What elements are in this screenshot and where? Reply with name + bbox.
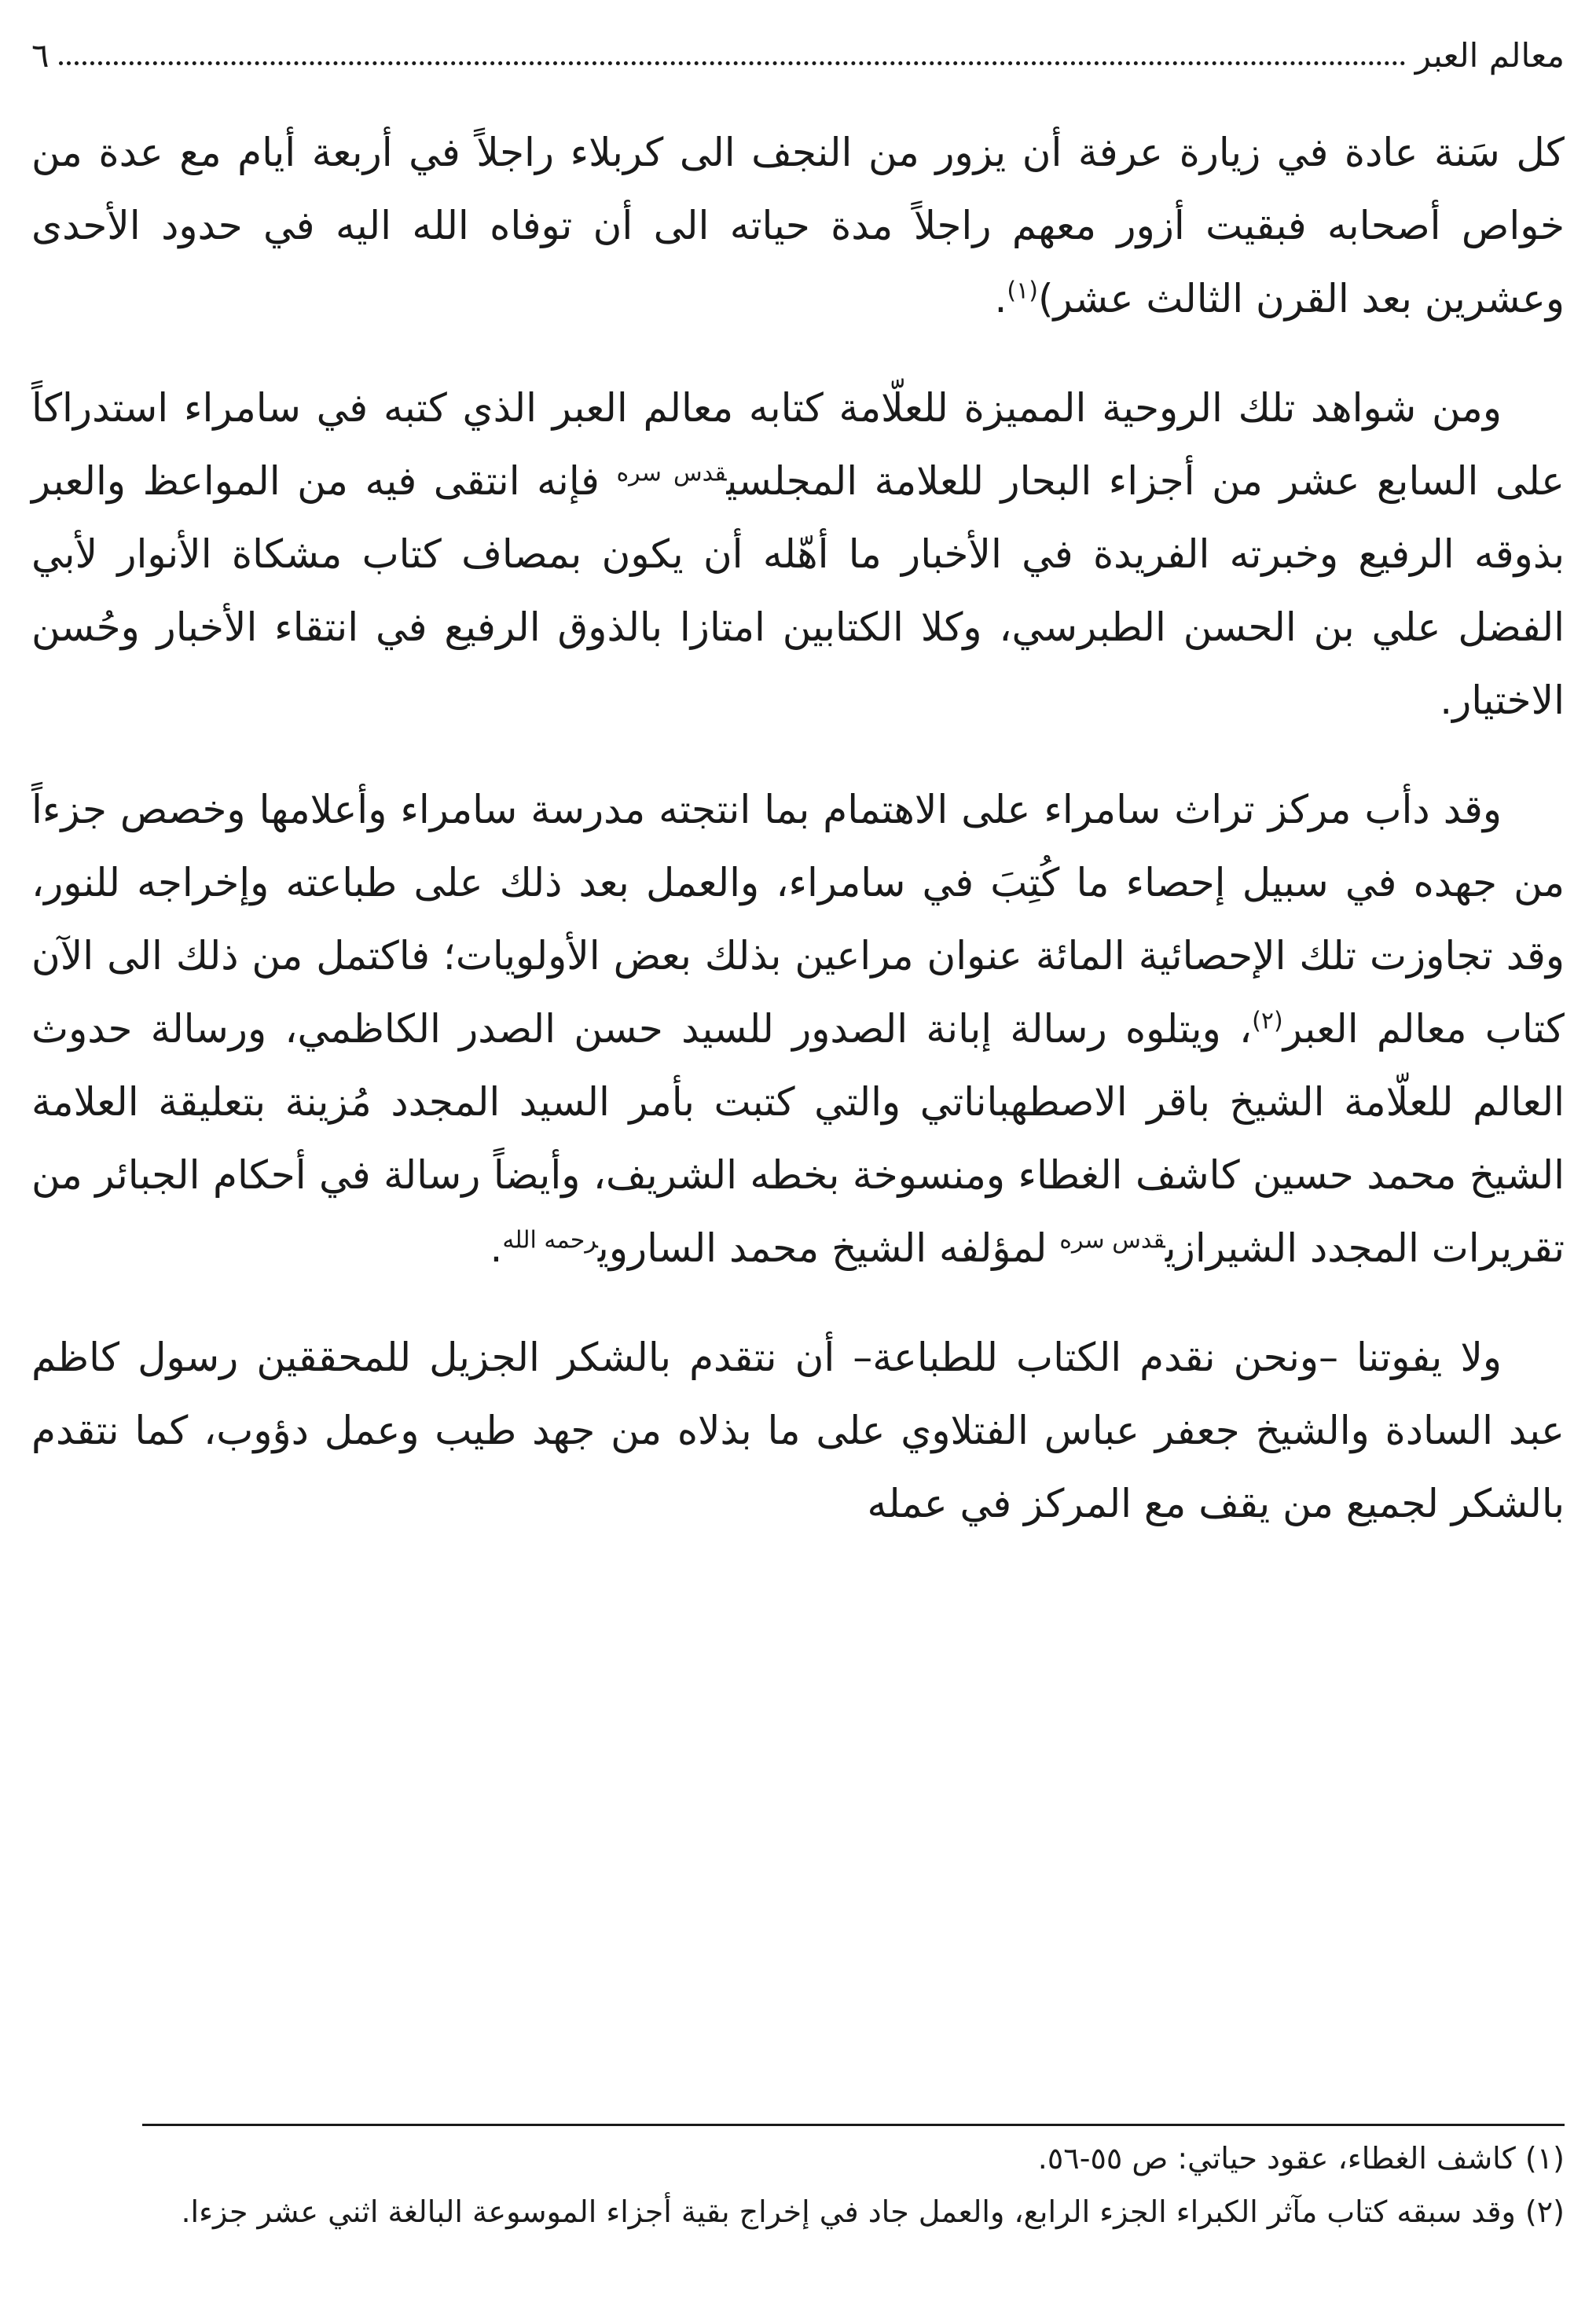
footnotes (31, 2132, 1565, 2238)
paragraph-4 (31, 1321, 1565, 1541)
paragraph-3-text-b: ، ويتلوه رسالة إبانة الصدور للسيد حسن الصدر الكاظمي، ورسالة حدوث العالم للعلّامة الشيخ باقر الاصطهباناتي والتي كتبت بأمر السيد المجدد مُزينة بتعليقة العلامة الشيخ محمد حسين كاشف الغطاء ومنسوخة بخطه الشريف، وأيضاً رسالة في أحكام الجبائر من تقريرات المجدد الشيرازي (31, 1006, 1565, 1271)
footnote-ref-1: (١) (1007, 277, 1038, 305)
footnote-2: (٢) وقد سبقه كتاب مآثر الكبراء الجزء الرابع، والعمل جاد في إخراج بقية أجزاء الموسوعة البالغة اثني عشر جزءا. (181, 2194, 1565, 2229)
footnote-separator (142, 2124, 1565, 2126)
footnote-1: (١) كاشف الغطاء، عقود حياتي: ص ٥٥-٥٦. (1037, 2141, 1565, 2176)
paragraph-1-end: . (994, 276, 1007, 321)
running-title: معالم العبر (1414, 35, 1565, 75)
honorific-mark: قدس سره (1059, 1226, 1165, 1254)
honorific-mark: رحمه الله (502, 1226, 598, 1254)
main-text (31, 116, 1565, 1541)
header-dotted-leader (59, 61, 1406, 65)
running-header (31, 31, 1565, 79)
paragraph-1-text: كل سَنة عادة في زيارة عرفة أن يزور من النجف الى كربلاء راجلاً في أربعة أيام مع عدة من خواص أصحابه فبقيت أزور معهم راجلاً مدة حياته الى أن توفاه الله اليه في حدود الأحدى وعشرين بعد القرن الثالث عشر) (31, 130, 1565, 321)
paragraph-2 (31, 372, 1565, 737)
paragraph-2-text-b: فإنه انتقى فيه من المواعظ والعبر بذوقه الرفيع وخبرته الفريدة في الأخبار ما أهّله أن يكون بمصاف كتاب مشكاة الأنوار لأبي الفضل علي بن الحسن الطبرسي، وكلا الكتابين امتازا بالذوق الرفيع في انتقاء الأخبار وحُسن الاختيار. (31, 458, 1565, 723)
footnote-ref-2: (٢) (1252, 1007, 1283, 1035)
paragraph-1 (31, 116, 1565, 336)
paragraph-3-text-c: لمؤلفه الشيخ محمد الساروي (597, 1225, 1060, 1271)
page-number: ٦ (31, 35, 50, 75)
paragraph-2-text-a: ومن شواهد تلك الروحية المميزة للعلّامة كتابه معالم العبر الذي كتبه في سامراء استدراكاً على السابع عشر من أجزاء البحار للعلامة المجلسي (31, 385, 1565, 504)
paragraph-3-end: . (490, 1225, 503, 1271)
paragraph-3 (31, 773, 1565, 1285)
paragraph-4-text: ولا يفوتنا –ونحن نقدم الكتاب للطباعة– أن نتقدم بالشكر الجزيل للمحققين رسول كاظم عبد السادة والشيخ جعفر عباس الفتلاوي على ما بذلاه من جهد طيب وعمل دؤوب، كما نتقدم بالشكر لجميع من يقف مع المركز في عمله (31, 1335, 1565, 1526)
paragraph-3-text-a: وقد دأب مركز تراث سامراء على الاهتمام بما انتجته مدرسة سامراء وأعلامها وخصص جزءاً من جهده في سبيل إحصاء ما كُتِبَ في سامراء، والعمل بعد ذلك على طباعته وإخراجه للنور، وقد تجاوزت تلك الإحصائية المائة عنوان مراعين بذلك بعض الأولويات؛ فاكتمل من ذلك الى الآن كتاب معالم العبر (31, 787, 1565, 1052)
honorific-mark: قدس سره (616, 459, 727, 487)
